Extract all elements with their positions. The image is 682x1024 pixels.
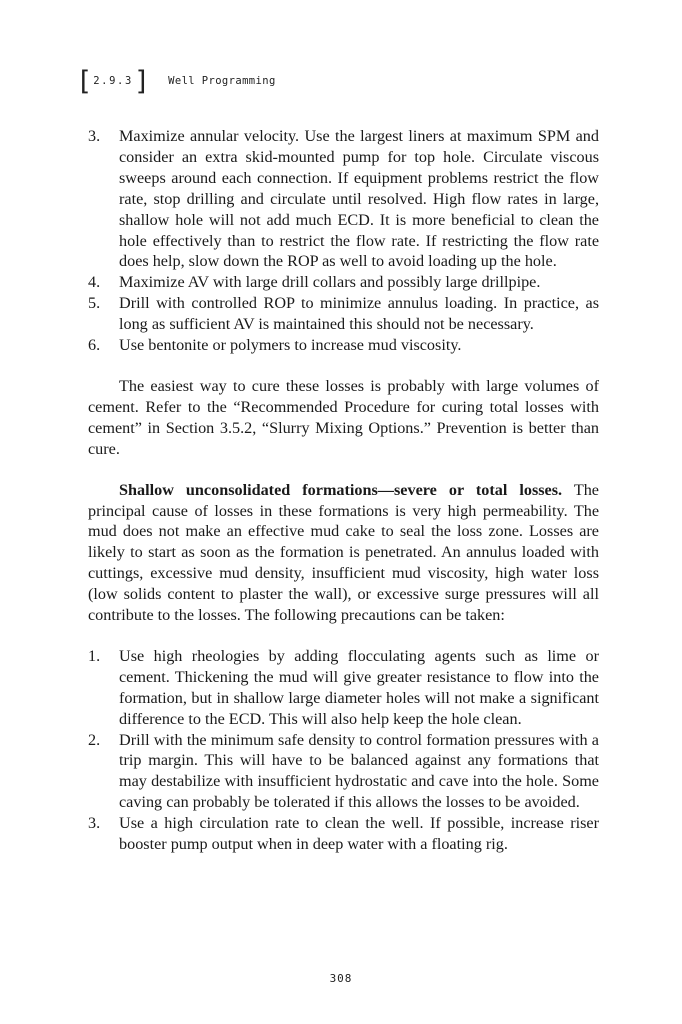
- list-item: [88, 335, 599, 356]
- list-item-text: Use bentonite or polymers to increase mud viscosity.: [119, 336, 462, 355]
- list-item-number: 3.: [88, 127, 101, 145]
- list-item-number: 6.: [88, 336, 101, 355]
- section-number: 2.9.3: [93, 75, 133, 87]
- list-item: [88, 730, 599, 814]
- list-item-text: Maximize annular velocity. Use the largest liners at maximum SPM and consider an extra skid-mounted pump for top hole. Circulate viscous sweeps around each connection. If equipment problems restrict the flow rate, stop drilling and circulate until resolved. High flow rates in large, shallow hole will not add much ECD. It is more beneficial to clean the hole effectively than to restrict the flow rate. If restricting the flow rate does help, slow down the ROP as well to avoid loading up the hole.: [119, 127, 599, 271]
- page-body: [88, 126, 599, 855]
- running-title: Well Programming: [168, 75, 276, 87]
- run-in-heading: Shallow unconsolidated formations—severe or total losses.: [119, 480, 563, 499]
- list-item: [88, 293, 599, 335]
- list-item: [88, 126, 599, 272]
- list-item: [88, 813, 599, 855]
- list-item-number: 2.: [88, 730, 101, 749]
- list-item: [88, 272, 599, 293]
- list-item-text: Maximize AV with large drill collars and possibly large drillpipe.: [119, 273, 541, 292]
- list-item-number: 3.: [88, 814, 101, 833]
- header-bracket-open: [: [76, 65, 93, 97]
- list-item-text: Use a high circulation rate to clean the well. If possible, increase riser booster pump output when in deep water with a floating rig.: [119, 814, 599, 854]
- spacer: [88, 626, 599, 646]
- header-bracket-close: ]: [133, 65, 151, 97]
- list-item-number: 1.: [88, 646, 101, 665]
- list-item-text: Drill with controlled ROP to minimize annulus loading. In practice, as long as sufficient AV is maintained this should not be necessary.: [119, 294, 599, 334]
- list-item-text: Use high rheologies by adding flocculating agents such as lime or cement. Thickening the mud will give greater resistance to flow into the formation, but in shallow large diameter holes will not make a significant difference to the ECD. This will also help keep the hole clean.: [119, 646, 599, 728]
- paragraph-cure: The easiest way to cure these losses is probably with large volumes of cement. Refer to the “Recommended Procedure for curing total losses with cement” in Section 3.5.2, “Slurry Mixing Options.” Prevention is better than cure.: [88, 376, 599, 458]
- numbered-list-top: [88, 126, 599, 356]
- list-item-text: Drill with the minimum safe density to control formation pressures with a trip margin. This will have to be balanced against any formations that may destabilize with insufficient hydrostatic and cave into the hole. Some caving can probably be tolerated if this allows the losses to be avoided.: [119, 730, 599, 812]
- paragraph-shallow-formations: [88, 480, 599, 626]
- paragraph-text: The principal cause of losses in these formations is very high permeability. The mud does not make an effective mud cake to seal the loss zone. Losses are likely to start as soon as the formation is penetrated. An annulus loaded with cuttings, excessive mud density, insufficient mud viscosity, high water loss (low solids content to plaster the wall), or excessive surge pressures will all contribute to the losses. The following precautions can be taken:: [88, 480, 599, 625]
- spacer: [88, 356, 599, 376]
- page-number: 308: [329, 972, 353, 985]
- spacer: [88, 460, 599, 480]
- running-header: [76, 66, 276, 96]
- list-item: [88, 646, 599, 730]
- list-item-number: 4.: [88, 273, 101, 292]
- list-item-number: 5.: [88, 294, 101, 313]
- numbered-list-bottom: [88, 646, 599, 855]
